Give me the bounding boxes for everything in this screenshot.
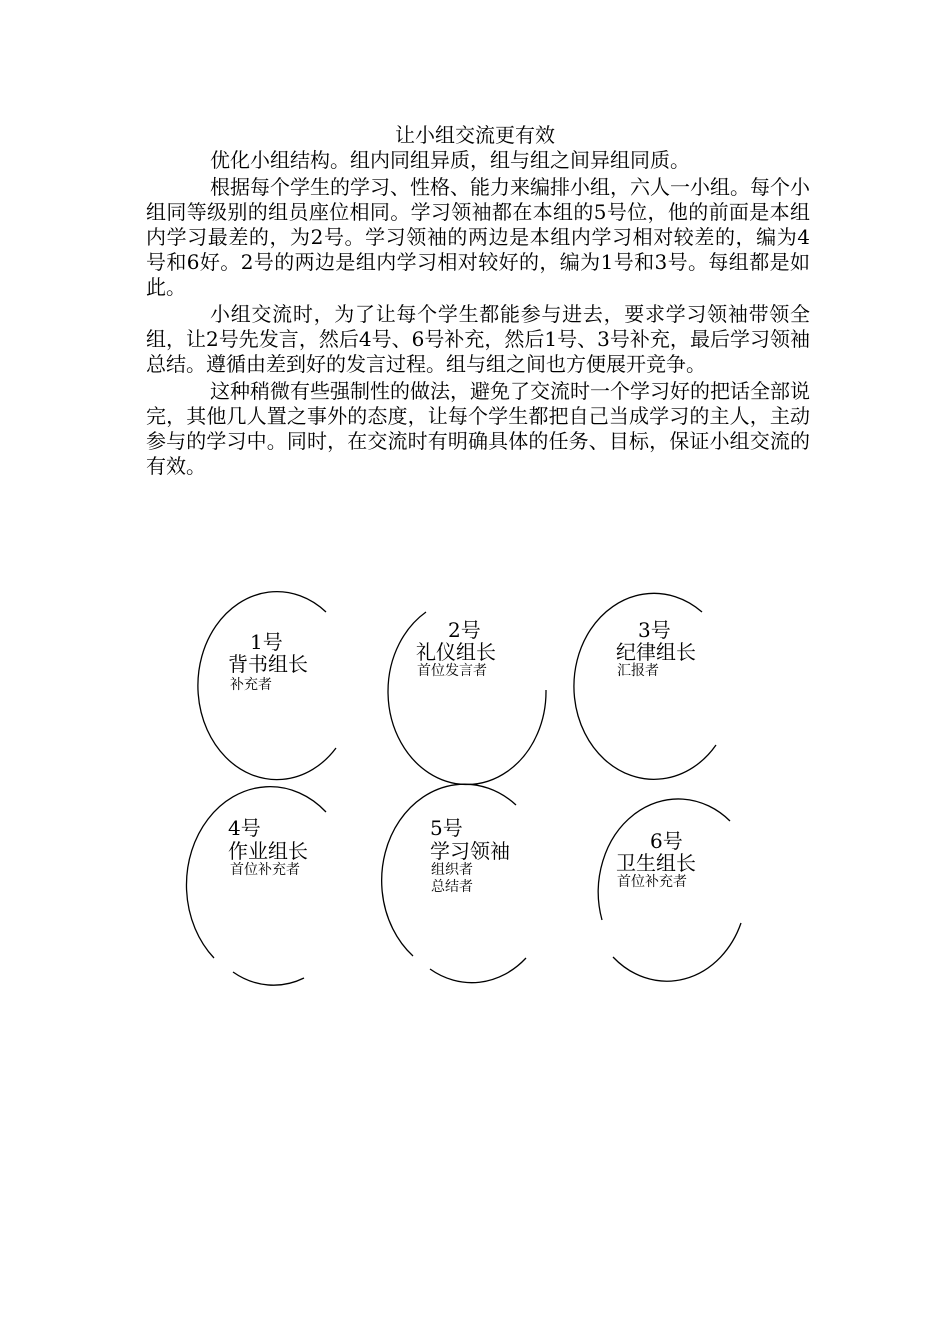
seat-1-number: 1号 (250, 630, 283, 654)
seat-6-duty: 首位补充者 (617, 874, 687, 890)
seat-4-number: 4号 (228, 816, 261, 840)
paragraph-4: 这种稍微有些强制性的做法，避免了交流时一个学习好的把话全部说完，其他几人置之事外的态度，让每个学生都把自己当成学习的主人，主动参与的学习中。同时，在交流时有明确具体的任务、目标，保证小组交流的有效。 (146, 379, 810, 478)
seat-2-number: 2号 (448, 618, 481, 642)
paragraph-1: 优化小组结构。组内同组异质，组与组之间异组同质。 (210, 148, 690, 172)
seat-3-number: 3号 (638, 618, 671, 642)
seat-2-role: 礼仪组长 (416, 640, 496, 664)
document-title: 让小组交流更有效 (395, 123, 555, 147)
paragraph-2: 根据每个学生的学习、性格、能力来编排小组，六人一小组。每个小组同等级别的组员座位相同。学习领袖都在本组的5号位，他的前面是本组内学习最差的，为2号。学习领袖的两边是本组内学习相对较差的，编为4号和6好。2号的两边是组内学习相对较好的，编为1号和3号。每组都是如此。 (146, 175, 810, 299)
seat-5-role: 学习领袖 (430, 839, 510, 863)
seat-3-duty: 汇报者 (617, 663, 659, 679)
seat-5-duty-organizer: 组织者 (431, 862, 473, 878)
seat-6-number: 6号 (650, 829, 683, 853)
seat-3-role: 纪律组长 (616, 640, 696, 664)
seat-4-outline-bottom (233, 972, 304, 985)
paragraph-3: 小组交流时，为了让每个学生都能参与进去，要求学习领袖带领全组，让2号先发言，然后4号、6号补充，然后1号、3号补充，最后学习领袖总结。遵循由差到好的发言过程。组与组之间也方便展开竞争。 (146, 302, 810, 376)
seat-1-duty: 补充者 (230, 677, 272, 693)
seat-6-outline-bottom (613, 923, 741, 981)
seat-1-role: 背书组长 (228, 652, 308, 676)
seat-6-role: 卫生组长 (616, 851, 696, 875)
seat-5-number: 5号 (430, 816, 463, 840)
seat-5-duty-summarizer: 总结者 (431, 879, 473, 895)
seat-4-duty: 首位补充者 (230, 862, 300, 878)
seat-4-role: 作业组长 (228, 839, 308, 863)
seat-2-duty: 首位发言者 (417, 663, 487, 679)
seat-5-outline-bottom (430, 958, 526, 983)
